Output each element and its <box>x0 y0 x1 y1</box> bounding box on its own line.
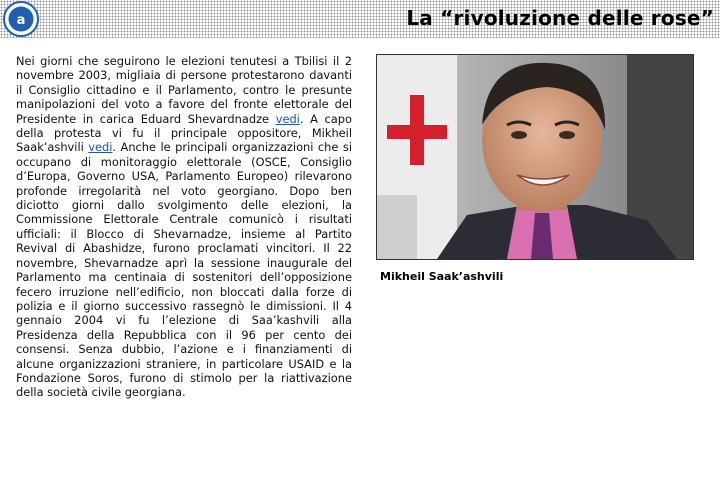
page-title: La “rivoluzione delle rose” <box>406 6 714 30</box>
svg-text:a: a <box>16 13 26 28</box>
article-text: . A capo della protesta vi fu il principale oppositore, Mikheil Saak’ashvili <box>16 111 352 155</box>
photo-caption: Mikheil Saak’ashvili <box>380 270 504 283</box>
see-link[interactable]: vedi <box>275 111 300 126</box>
portrait-photo <box>376 54 694 260</box>
see-link[interactable]: vedi <box>88 140 113 155</box>
article-text: Nei giorni che seguirono le elezioni tenutesi a Tbilisi il 2 novembre 2003, migliaia di persone protestarono davanti il Consiglio cittadino e il Parlamento, contro le presunte manipolazioni del voto a favore del fronte elettorale del Presidente in carica Eduard Shevardnadze <box>16 54 352 126</box>
article-body <box>16 54 352 400</box>
article-text: . Anche le principali organizzazioni che si occupano di monitoraggio elettorale (OSCE, Consiglio d’Europa, Governo USA, Parlamento Europeo) rilevarono profonde irregolarità nel voto georgiano. Dopo ben diciotto giorni dallo svolgimento delle elezioni, la Commissione Elettorale Centrale comunicò i risultati ufficiali: il Blocco di Shevarnadze, insieme al Partito Revival di Abashidze, furono proclamati vincitori. Il 22 novembre, Shevarnadze aprì la sessione inaugurale del Parlamento ma centinaia di sostenitori dell’opposizione fecero irruzione nell’edificio, non bloccati dalla forze di polizia e il giorno successivo rassegnò le dimissioni. Il 4 gennaio 2004 vi fu l’elezione di Saa’kashvili alla Presidenza della Repubblica con il 96 per cento dei consensi. Senza dubbio, l’azione e i finanziamenti di alcune organizzazioni straniere, in particolare USAID e la Fondazione Soros, furono di stimolo per la riattivazione della società civile georgiana. <box>16 140 352 400</box>
university-logo-icon <box>0 0 44 38</box>
